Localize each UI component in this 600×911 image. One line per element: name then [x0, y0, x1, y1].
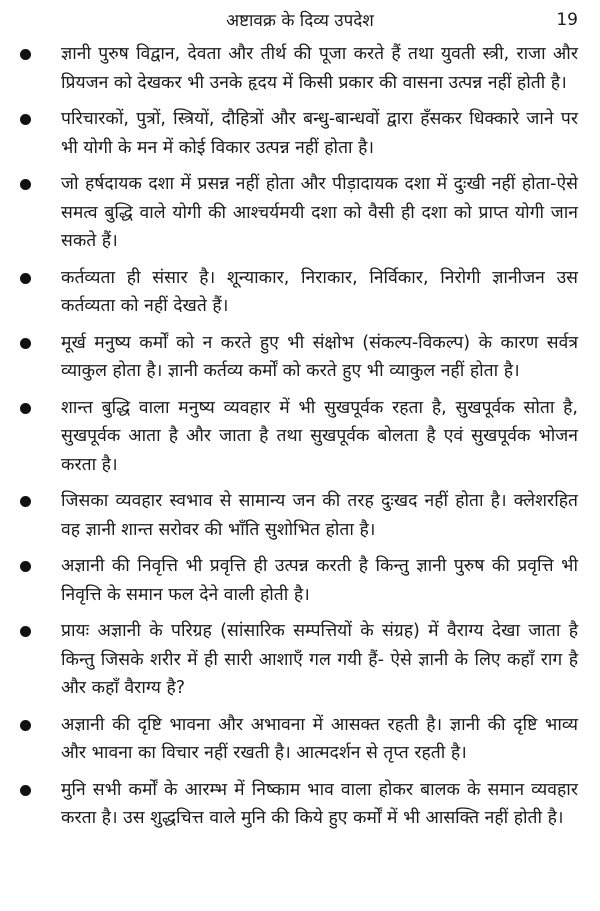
list-item	[0, 264, 600, 321]
item-text: मुनि सभी कर्मों के आरम्भ में निष्काम भाव वाला होकर बालक के समान व्यवहार करता है। उस शुद्धचित्त वाले मुनि की किये हुए कर्मों में भी आसक्ति नहीं होती है।	[61, 779, 578, 828]
list-item	[0, 617, 600, 703]
bullet-icon	[20, 496, 31, 507]
list-item	[0, 40, 600, 97]
item-text: ज्ञानी पुरुष विद्वान, देवता और तीर्थ की पूजा करते हैं तथा युवती स्त्री, राजा और प्रियजन को देखकर भी उनके हृदय में किसी प्रकार की वासना उत्पन्न नहीं होती है।	[61, 44, 578, 93]
bullet-icon	[20, 403, 31, 414]
item-text: परिचारकों, पुत्रों, स्त्रियों, दौहित्रों और बन्धु-बान्धवों द्वारा हँसकर धिक्कारे जाने पर भी योगी के मन में कोई विकार उत्पन्न नहीं होता है।	[61, 109, 578, 158]
list-item	[0, 105, 600, 162]
bullet-icon	[20, 114, 31, 125]
list-item	[0, 711, 600, 768]
list-item	[0, 170, 600, 256]
bullet-icon	[20, 273, 31, 284]
list-item	[0, 394, 600, 480]
item-text: जिसका व्यवहार स्वभाव से सामान्य जन की तरह दुःखद नहीं होता है। क्लेशरहित वह ज्ञानी शान्त सरोवर की भाँति सुशोभित होता है।	[61, 491, 578, 540]
bullet-list	[0, 40, 600, 841]
item-text: कर्तव्यता ही संसार है। शून्याकार, निराकार, निर्विकार, निरोगी ज्ञानीजन उस कर्तव्यता को नहीं देखते हैं।	[61, 267, 578, 316]
running-title: अष्टावक्र के दिव्य उपदेश	[226, 11, 374, 31]
list-item	[0, 776, 600, 833]
item-text: जो हर्षदायक दशा में प्रसन्न नहीं होता और पीड़ादायक दशा में दुःखी नहीं होता-ऐसे समत्व बुद्धि वाले योगी की आश्चर्यमयी दशा को वैसी ही दशा को प्राप्त योगी जान सकते हैं।	[61, 174, 578, 251]
item-text: शान्त बुद्धि वाला मनुष्य व्यवहार में भी सुखपूर्वक रहता है, सुखपूर्वक सोता है, सुखपूर्वक आता है और जाता है तथा सुखपूर्वक बोलता है एवं सुखपूर्वक भोजन करता है।	[61, 397, 578, 475]
list-item	[0, 487, 600, 544]
bullet-icon	[20, 626, 31, 637]
list-item	[0, 329, 600, 386]
bullet-icon	[20, 179, 31, 190]
item-text: अज्ञानी की दृष्टि भावना और अभावना में आसक्त रहती है। ज्ञानी की दृष्टि भाव्य और भावना का विचार नहीं रखती है। आत्मदर्शन से तृप्त रहती है।	[61, 714, 578, 763]
item-text: अज्ञानी की निवृत्ति भी प्रवृत्ति ही उत्पन्न करती है किन्तु ज्ञानी पुरुष की प्रवृत्ति भी निवृत्ति के समान फल देने वाली होती है।	[61, 556, 578, 605]
bullet-icon	[20, 561, 31, 572]
item-text: मूर्ख मनुष्य कर्मों को न करते हुए भी संक्षोभ (संकल्प-विकल्प) के कारण सर्वत्र व्याकुल होता है। ज्ञानी कर्तव्य कर्मों को करते हुए भी व्याकुल नहीं होता है।	[61, 332, 578, 381]
bullet-icon	[20, 338, 31, 349]
list-item	[0, 552, 600, 609]
bullet-icon	[20, 49, 31, 60]
bullet-icon	[20, 785, 31, 796]
item-text: प्रायः अज्ञानी के परिग्रह (सांसारिक सम्पत्तियों के संग्रह) में वैराग्य देखा जाता है किन्तु जिसके शरीर में ही सारी आशाएँ गल गयी हैं- ऐसे ज्ञानी के लिए कहाँ राग है और कहाँ वैराग्य है?	[61, 621, 578, 698]
page-number: 19	[556, 10, 578, 30]
page-header	[0, 6, 600, 34]
bullet-icon	[20, 720, 31, 731]
